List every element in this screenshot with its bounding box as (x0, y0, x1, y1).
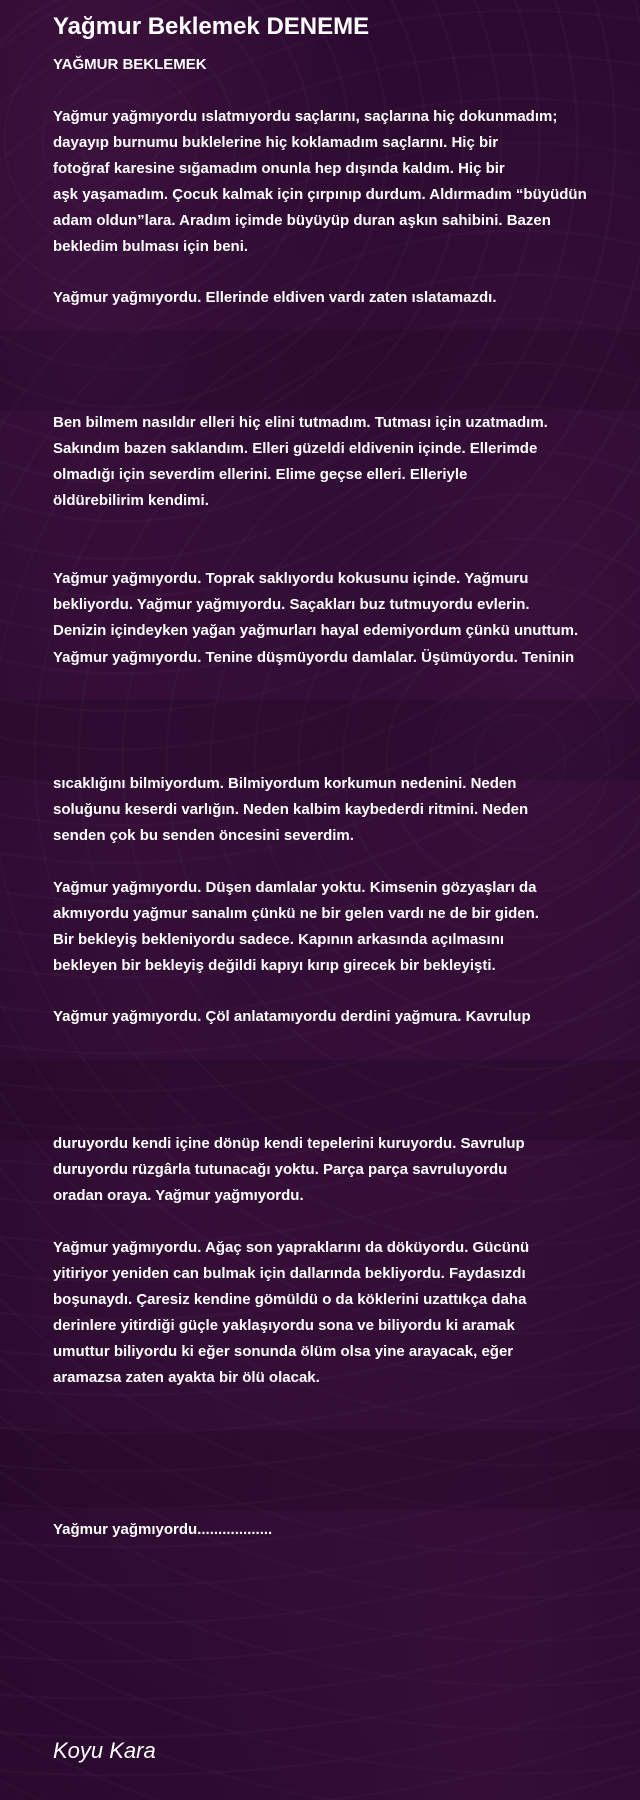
poem-line: Yağmur yağmıyordu. Ağaç son yapraklarını da döküyordu. Gücünü (53, 1239, 530, 1256)
stanza (53, 1131, 628, 1209)
poem-line: umuttur biliyordu ki eğer sonunda ölüm olsa yine arayacak, eğer (53, 1343, 514, 1360)
background-band (0, 1060, 640, 1140)
poem-line: bekledim bulması için beni. (53, 238, 249, 255)
stanza (53, 1235, 628, 1391)
poem-line: fotoğraf karesine sığamadım onunla hep dışında kaldım. Hiç bir (53, 160, 505, 177)
stanza (53, 566, 628, 644)
poem-line: öldürebilirim kendimi. (53, 492, 209, 509)
page-title: Yağmur Beklemek DENEME (53, 13, 370, 40)
poem-line: bekliyordu. Yağmur yağmıyordu. Saçakları buz tutmuyordu evlerin. (53, 596, 530, 613)
poem-line: Yağmur yağmıyordu.................. (53, 1521, 273, 1538)
stanza (53, 410, 628, 514)
poem-line: bekleyen bir bekleyiş değildi kapıyı kırıp girecek bir bekleyişti. (53, 957, 496, 974)
stanza (53, 875, 628, 979)
poem-line: oradan oraya. Yağmur yağmıyordu. (53, 1187, 304, 1204)
poem-line: Yağmur yağmıyordu. Tenine düşmüyordu damlalar. Üşümüyordu. Teninin (53, 649, 575, 666)
poem-line: Denizin içindeyken yağan yağmurları hayal edemiyordum çünkü unuttum. (53, 622, 579, 639)
stanza (53, 1004, 628, 1030)
stanza (53, 771, 628, 849)
poem-subtitle: YAĞMUR BEKLEMEK (53, 56, 207, 73)
background-band (0, 1430, 640, 1510)
poem-line: duruyordu kendi içine dönüp kendi tepelerini kuruyordu. Savrulup (53, 1135, 525, 1152)
author-signature: Koyu Kara (53, 1738, 156, 1763)
poem-line: boşunaydı. Çaresiz kendine gömüldü o da köklerini uzattıkça daha (53, 1291, 527, 1308)
poem-line: derinlere yitirdiği güçle yaklaşıyordu sona ve biliyordu ki aramak (53, 1317, 515, 1334)
stanza (53, 285, 628, 311)
poem-line: olmadığı için severdim ellerini. Elime geçse elleri. Elleriyle (53, 466, 468, 483)
poem-line: Sakındım bazen saklandım. Elleri güzeldi eldivenin içinde. Ellerimde (53, 440, 538, 457)
poem-line: Yağmur yağmıyordu. Ellerinde eldiven vardı zaten ıslatamazdı. (53, 289, 497, 306)
poem-line: aramazsa zaten ayakta bir ölü olacak. (53, 1369, 320, 1386)
poem-line: adam oldun”lara. Aradım içimde büyüyüp duran aşkın sahibini. Bazen (53, 212, 551, 229)
poem-line: duruyordu rüzgârla tutunacağı yoktu. Parça parça savruluyordu (53, 1161, 508, 1178)
poem-line: soluğunu keserdi varlığın. Neden kalbim kaybederdi ritmini. Neden (53, 801, 529, 818)
poem-line: Yağmur yağmıyordu. Çöl anlatamıyordu derdini yağmura. Kavrulup (53, 1008, 531, 1025)
stanza (53, 645, 628, 671)
poem-line: dayayıp burnumu buklelerine hiç koklamadım saçlarını. Hiç bir (53, 134, 499, 151)
poem-line: Bir bekleyiş bekleniyordu sadece. Kapının arkasında açılmasını (53, 931, 505, 948)
poem-line: senden çok bu senden öncesini severdim. (53, 827, 354, 844)
poem-line: Ben bilmem nasıldır elleri hiç elini tutmadım. Tutması için uzatmadım. (53, 414, 548, 431)
background-band (0, 700, 640, 780)
poem-line: Yağmur yağmıyordu. Düşen damlalar yoktu. Kimsenin gözyaşları da (53, 879, 537, 896)
poem-line: sıcaklığını bilmiyordum. Bilmiyordum korkumun nedenini. Neden (53, 775, 517, 792)
poem-line: Yağmur yağmıyordu. Toprak saklıyordu kokusunu içinde. Yağmuru (53, 570, 529, 587)
poem-line: yitiriyor yeniden can bulmak için dallarında bekliyordu. Faydasızdı (53, 1265, 526, 1282)
poem-line: Yağmur yağmıyordu ıslatmıyordu saçlarını, saçlarına hiç dokunmadım; (53, 108, 558, 125)
background-band (0, 330, 640, 410)
stanza (53, 1517, 628, 1543)
poem-line: akmıyordu yağmur sanalım çünkü ne bir gelen vardı ne de bir giden. (53, 905, 539, 922)
poem-line: aşk yaşamadım. Çocuk kalmak için çırpınıp durdum. Aldırmadım “büyüdün (53, 186, 587, 203)
stanza (53, 104, 628, 260)
